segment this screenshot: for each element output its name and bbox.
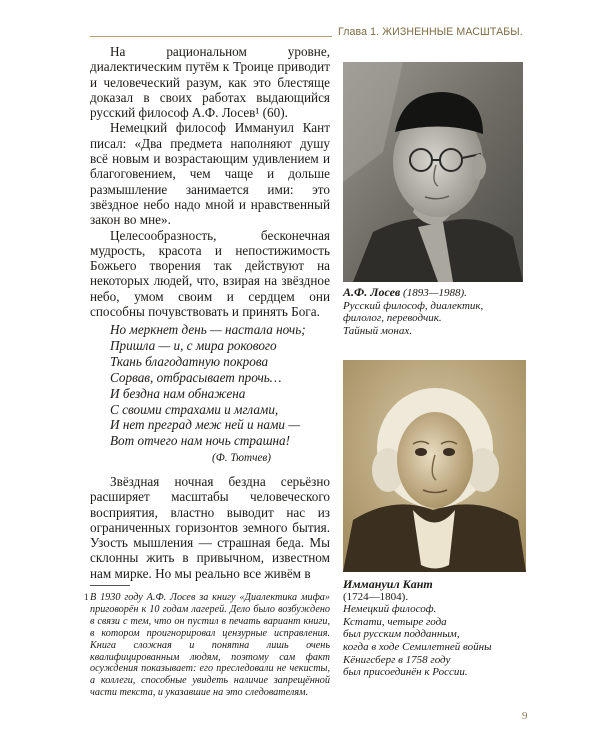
losev-caption-line: Тайный монах. [343, 324, 412, 337]
kant-portrait [343, 360, 526, 572]
losev-portrait [343, 62, 523, 282]
kant-caption-line: Кстати, четыре года [343, 615, 447, 628]
main-text-column [90, 44, 330, 319]
losev-years: (1893—1988). [400, 287, 467, 299]
kant-caption [343, 578, 528, 679]
paragraph-creation: Целесообразность, бесконечная мудрость, красота и непостижимость Божьего творения так действуют на некоторых людей, что, взирая на звёздное небо, умом своим и сердцем они способны почувствовать и принять Бога. [90, 227, 330, 320]
poem-line: Ткань благодатную покрова [110, 353, 269, 369]
losev-caption-line: Русский философ, диалектик, [343, 299, 484, 312]
poem [110, 322, 330, 449]
footnote-mark: 1 [84, 592, 89, 602]
poem-line: Пришла — и, с мира рокового [110, 337, 277, 353]
footnote-rule [90, 585, 130, 586]
closing-text-column [90, 474, 330, 581]
losev-portrait-illustration [343, 62, 523, 282]
kant-caption-line: Кёнигсберг в 1758 году [343, 653, 451, 666]
poem-line: Но меркнет день — настала ночь; [110, 322, 306, 337]
paragraph-losev: На рациональном уровне, диалектическим путём к Троице приводит и человеческий разум, как это блестяще доказал в своих работах выдающийся русский философ А.Ф. Лосев¹ (60). [90, 44, 330, 121]
kant-caption-line: Немецкий философ. [343, 603, 437, 616]
losev-name: А.Ф. Лосев [343, 285, 401, 299]
kant-caption-line: когда в ходе Семилетней войны [343, 640, 492, 653]
footnote [84, 592, 330, 699]
poem-line: И нет преград меж ней и нами — [110, 417, 301, 433]
kant-years: (1724—1804). [343, 590, 409, 603]
poem-line: И бездна нам обнажена [110, 385, 246, 401]
poem-line: Вот отчего нам ночь страшна! [110, 433, 291, 449]
kant-caption-line: был русским подданным, [343, 628, 460, 641]
header-rule [90, 36, 332, 37]
kant-caption-line: был присоединён к России. [343, 666, 468, 679]
footnote-text: В 1930 году А.Ф. Лосев за книгу «Диалектика мифа» приговорён к 10 годам лагерей. Дело было возбуждено в связи с тем, что он пустил в печать вариант книги, в котором проигнорировал цензурные исправления. Книга сложная и понятна лишь очень квалифицированным людям, поэтому сам факт осуждения показывает: его преследовали не чекисты, а коллеги, способные увидеть наличие запрещённой части текста, и указавшие на это следователям. [90, 592, 330, 699]
kant-portrait-illustration [343, 360, 526, 572]
paragraph-starry-abyss: Звёздная ночная бездна серьёзно расширяет масштабы человеческого восприятия, властно выводит нас из ограниченных горизонтов земного бытия. Узость мышления — страшная беда. Мы склонны жить в привычном, известном нам мирке. Но мы реально все живём в [90, 474, 330, 581]
poem-author: (Ф. Тютчев) [212, 452, 271, 464]
kant-name: Иммануил Кант [343, 577, 433, 591]
paragraph-kant: Немецкий философ Иммануил Кант писал: «Два предмета наполняют душу всё новым и возрастающим удивлением и благоговением, чем чаще и дольше размышление занимается ими: это звёздное небо надо мной и нравственный закон во мне». [90, 120, 330, 228]
losev-caption [343, 286, 528, 337]
page-number: 9 [522, 710, 528, 722]
losev-caption-line: филолог, переводчик. [343, 312, 442, 325]
poem-line: Сорвав, отбрасывает прочь… [110, 369, 282, 385]
poem-line: С своими страхами и мглами, [110, 401, 279, 417]
chapter-header: Глава 1. ЖИЗНЕННЫЕ МАСШТАБЫ. [338, 26, 523, 38]
